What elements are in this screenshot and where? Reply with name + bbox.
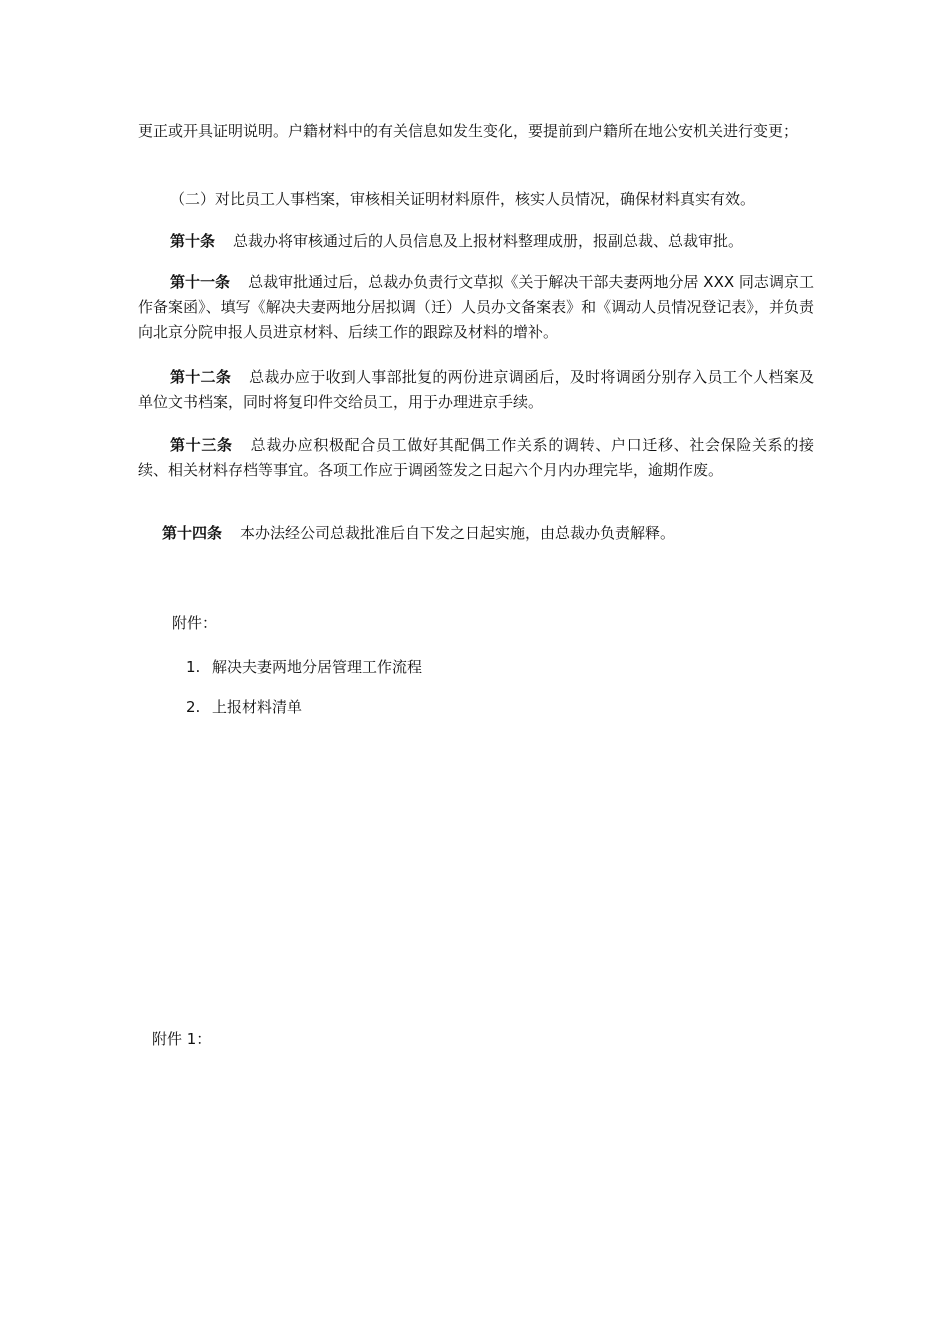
list-text: 上报材料清单 (212, 698, 303, 716)
paragraph-item-two (138, 187, 814, 212)
article-label: 第十三条 (170, 436, 233, 454)
article-13 (138, 433, 814, 483)
paragraph-text: （二）对比员工人事档案，审核相关证明材料原件，核实人员情况，确保材料真实有效。 (170, 190, 756, 208)
paragraph-text: 更正或开具证明说明。户籍材料中的有关信息如发生变化，要提前到户籍所在地公安机关进行变更； (138, 122, 799, 140)
article-label: 第十四条 (162, 524, 223, 542)
article-label: 第十二条 (170, 368, 232, 386)
list-number: 1. (186, 658, 201, 676)
article-11 (138, 270, 814, 345)
list-text: 解决夫妻两地分居管理工作流程 (212, 658, 423, 676)
list-number: 2. (186, 698, 201, 716)
article-14 (162, 521, 822, 546)
article-12 (138, 365, 814, 415)
article-10 (138, 229, 814, 254)
paragraph-continuation (138, 119, 814, 144)
article-label: 第十条 (170, 232, 216, 250)
article-text: 总裁审批通过后，总裁办负责行文草拟《关于解决干部夫妻两地分居 XXX 同志调京工作备案函》、填写《解决夫妻两地分居拟调（迁）人员办文备案表》和《调动人员情况登记表》，并负责向北京分院申报人员进京材料、后续工作的跟踪及材料的增补。 (138, 273, 814, 341)
attachment-item-1 (186, 656, 422, 678)
article-text: 总裁办应于收到人事部批复的两份进京调函后，及时将调函分别存入员工个人档案及单位文书档案，同时将复印件交给员工，用于办理进京手续。 (138, 368, 814, 411)
article-label: 第十一条 (170, 273, 231, 291)
article-text: 本办法经公司总裁批准后自下发之日起实施，由总裁办负责解释。 (240, 524, 676, 542)
article-text: 总裁办将审核通过后的人员信息及上报材料整理成册，报副总裁、总裁审批。 (233, 232, 744, 250)
article-text: 总裁办应积极配合员工做好其配偶工作关系的调转、户口迁移、社会保险关系的接续、相关材料存档等事宜。各项工作应于调函签发之日起六个月内办理完毕，逾期作废。 (138, 436, 814, 479)
attachment-item-2 (186, 696, 302, 718)
attachments-heading: 附件： (172, 614, 218, 632)
attachment-1-heading: 附件 1： (152, 1030, 212, 1048)
